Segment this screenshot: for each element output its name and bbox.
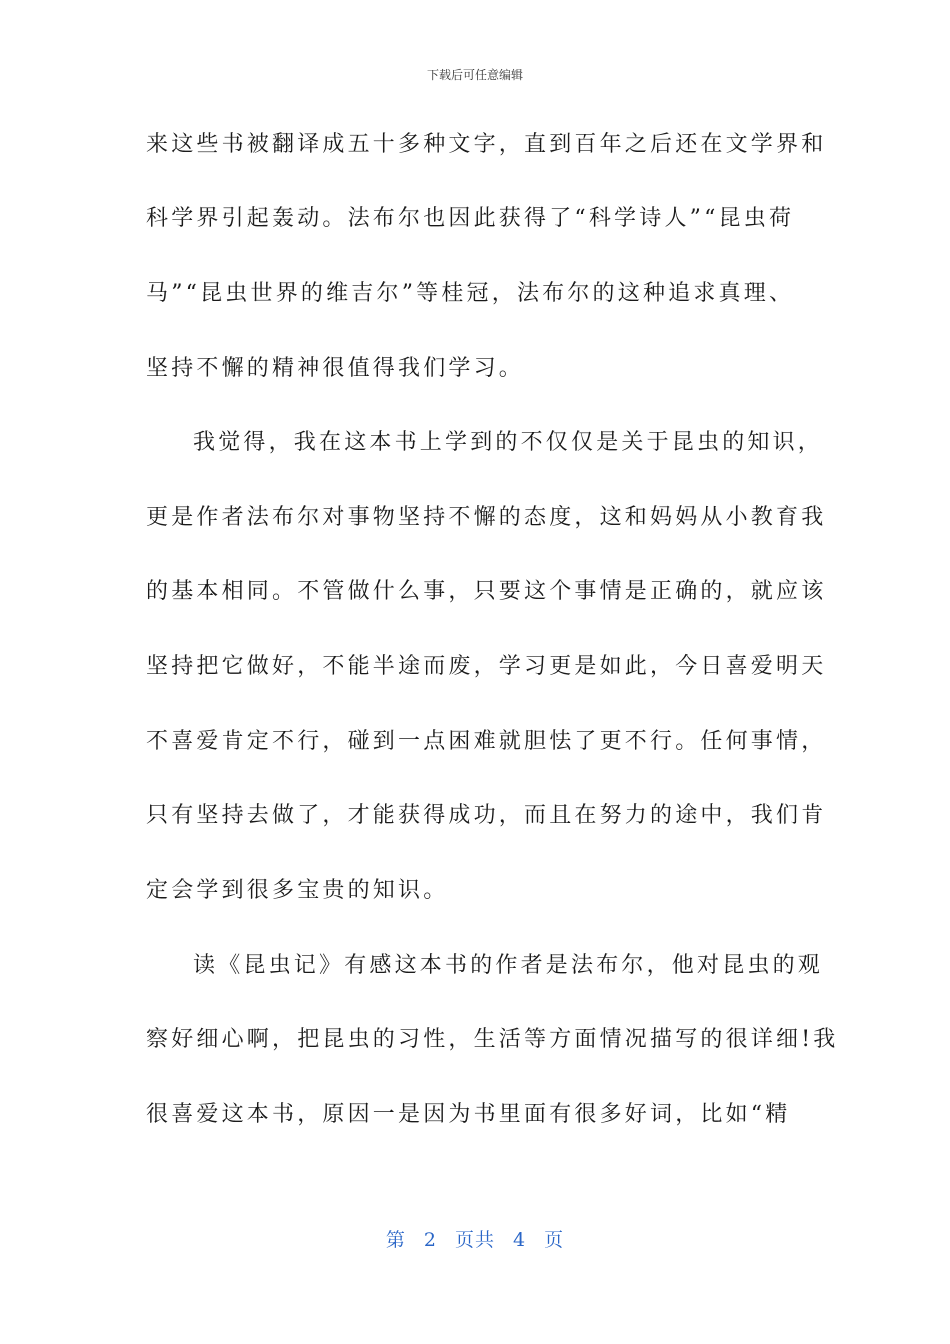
footer-middle: 页共: [454, 1229, 495, 1251]
text-line: 更是作者法布尔对事物坚持不懈的态度，这和妈妈从小教育我: [146, 505, 827, 530]
text-line: 定会学到很多宝贵的知识。: [146, 878, 449, 903]
text-line: 读《昆虫记》有感这本书的作者是法布尔，他对昆虫的观: [193, 953, 824, 978]
text-line: 科学界引起轰动。法布尔也因此获得了“科学诗人”“昆虫荷: [146, 206, 795, 231]
footer-suffix: 页: [544, 1229, 565, 1251]
page-footer: [0, 1225, 950, 1252]
text-line: 来这些书被翻译成五十多种文字，直到百年之后还在文学界和: [146, 132, 827, 157]
text-line: 的基本相同。不管做什么事，只要这个事情是正确的，就应该: [146, 579, 827, 604]
footer-page-number: 2: [423, 1229, 437, 1251]
text-line: 我觉得，我在这本书上学到的不仅仅是关于昆虫的知识，: [193, 430, 824, 455]
text-line: 察好细心啊，把昆虫的习性，生活等方面情况描写的很详细!我: [146, 1027, 839, 1052]
footer-prefix: 第: [385, 1229, 406, 1251]
text-line: 很喜爱这本书，原因一是因为书里面有很多好词，比如“精: [146, 1102, 791, 1127]
footer-total-pages: 4: [513, 1229, 527, 1251]
page-header: 下载后可任意编辑: [426, 68, 523, 82]
text-line: 坚持不懈的精神很值得我们学习。: [146, 356, 525, 381]
text-line: 坚持把它做好，不能半途而废，学习更是如此，今日喜爱明天: [146, 654, 827, 679]
text-line: 只有坚持去做了，才能获得成功，而且在努力的途中，我们肯: [146, 803, 827, 828]
text-line: 马”“昆虫世界的维吉尔”等桂冠，法布尔的这种追求真理、: [146, 281, 795, 306]
text-line: 不喜爱肯定不行，碰到一点困难就胆怯了更不行。任何事情，: [146, 729, 827, 754]
